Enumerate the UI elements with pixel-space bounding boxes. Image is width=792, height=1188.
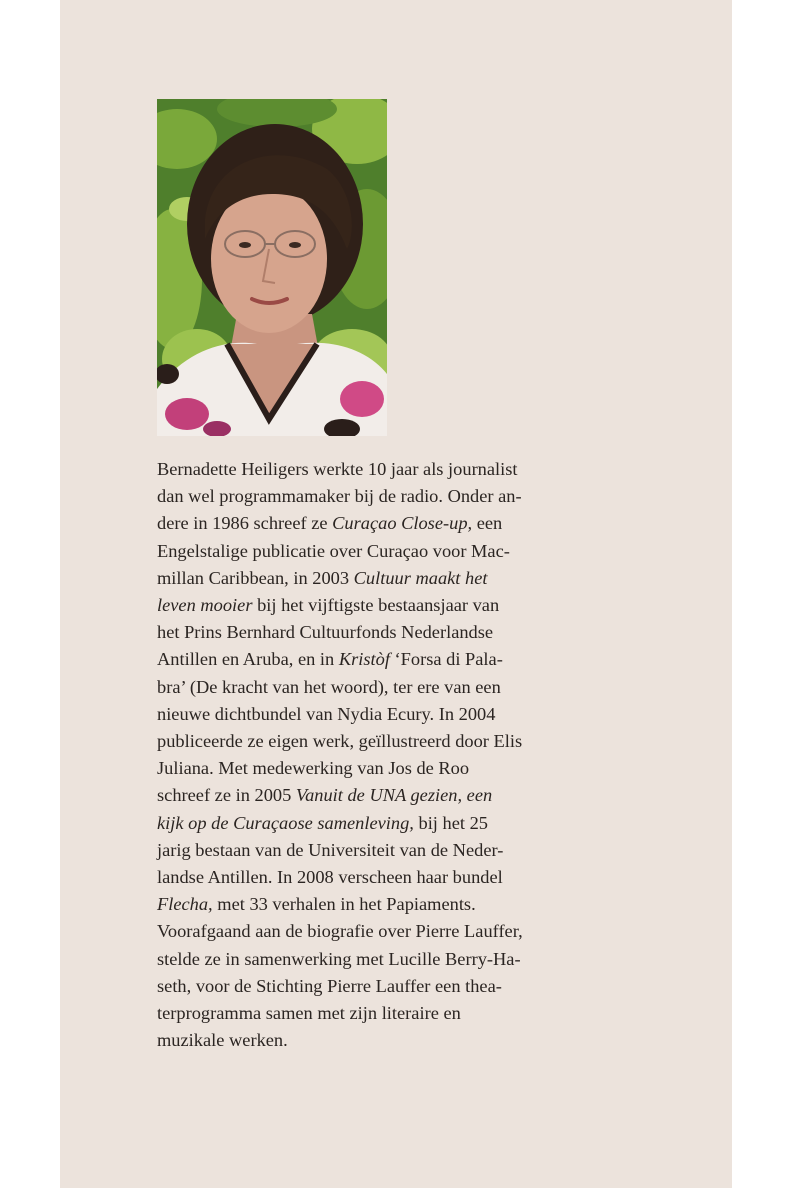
bio-text: dan wel programmamaker bij de radio. Onder an- xyxy=(157,486,522,507)
bio-line xyxy=(157,674,627,701)
bio-text: jarig bestaan van de Universiteit van de Neder- xyxy=(157,839,504,860)
author-biography xyxy=(157,456,627,1054)
bio-text: millan Caribbean, in 2003 xyxy=(157,567,354,588)
bio-line xyxy=(157,755,627,782)
bio-line xyxy=(157,592,627,619)
bio-text: ‘Forsa di Pala- xyxy=(389,649,503,670)
bio-text: schreef ze in 2005 xyxy=(157,785,296,806)
bio-line xyxy=(157,728,627,755)
bio-text: Bernadette Heiligers werkte 10 jaar als journalist xyxy=(157,459,518,479)
bio-line xyxy=(157,510,627,537)
bio-text: landse Antillen. In 2008 verscheen haar bundel xyxy=(157,867,503,888)
bio-title-italic: Vanuit de UNA gezien, een xyxy=(295,785,493,806)
bio-text: Voorafgaand aan de biografie over Pierre Lauffer, xyxy=(157,921,523,942)
bio-line xyxy=(157,619,627,646)
bio-line xyxy=(157,483,627,510)
bio-line xyxy=(157,973,627,1000)
bio-line xyxy=(157,810,627,837)
bio-text: terprogramma samen met zijn literaire en xyxy=(157,1003,461,1024)
bio-line xyxy=(157,946,627,973)
bio-text: publiceerde ze eigen werk, geïllustreerd door Elis xyxy=(157,731,523,752)
book-back-page xyxy=(60,0,732,1188)
bio-line xyxy=(157,456,627,483)
bio-text: met 33 verhalen in het Papiaments. xyxy=(212,894,476,915)
bio-text: bra’ (De kracht van het woord), ter ere van een xyxy=(157,676,501,697)
bio-text: dere in 1986 schreef ze xyxy=(157,513,333,534)
bio-title-italic: kijk op de Curaçaose samenleving, xyxy=(157,812,414,833)
bio-title-italic: leven mooier xyxy=(157,595,253,616)
bio-text: het Prins Bernhard Cultuurfonds Nederlandse xyxy=(157,622,494,643)
bio-text: Juliana. Met medewerking van Jos de Roo xyxy=(157,758,470,779)
bio-line xyxy=(157,701,627,728)
bio-line xyxy=(157,837,627,864)
bio-line xyxy=(157,1027,627,1054)
bio-text: Antillen en Aruba, en in xyxy=(157,649,339,670)
bio-line xyxy=(157,864,627,891)
author-portrait xyxy=(157,99,387,436)
bio-line xyxy=(157,646,627,673)
bio-text: een xyxy=(472,513,503,534)
bio-text: muzikale werken. xyxy=(157,1030,288,1051)
bio-title-italic: Cultuur maakt het xyxy=(353,567,488,588)
bio-text: stelde ze in samenwerking met Lucille Berry-Ha- xyxy=(157,948,521,969)
bio-title-italic: Curaçao Close-up, xyxy=(332,513,473,534)
bio-line xyxy=(157,891,627,918)
bio-title-italic: Kristòf xyxy=(338,649,390,670)
bio-text: bij het vijftigste bestaansjaar van xyxy=(252,595,500,616)
bio-line xyxy=(157,565,627,592)
bio-text: nieuwe dichtbundel van Nydia Ecury. In 2004 xyxy=(157,703,496,724)
bio-text: bij het 25 xyxy=(413,812,488,833)
bio-text: seth, voor de Stichting Pierre Lauffer een thea- xyxy=(157,975,502,996)
bio-line xyxy=(157,782,627,809)
bio-line xyxy=(157,918,627,945)
author-portrait-illustration xyxy=(157,99,387,436)
bio-text: Engelstalige publicatie over Curaçao voor Mac- xyxy=(157,540,510,561)
bio-title-italic: Flecha, xyxy=(157,894,213,915)
bio-line xyxy=(157,538,627,565)
bio-line xyxy=(157,1000,627,1027)
